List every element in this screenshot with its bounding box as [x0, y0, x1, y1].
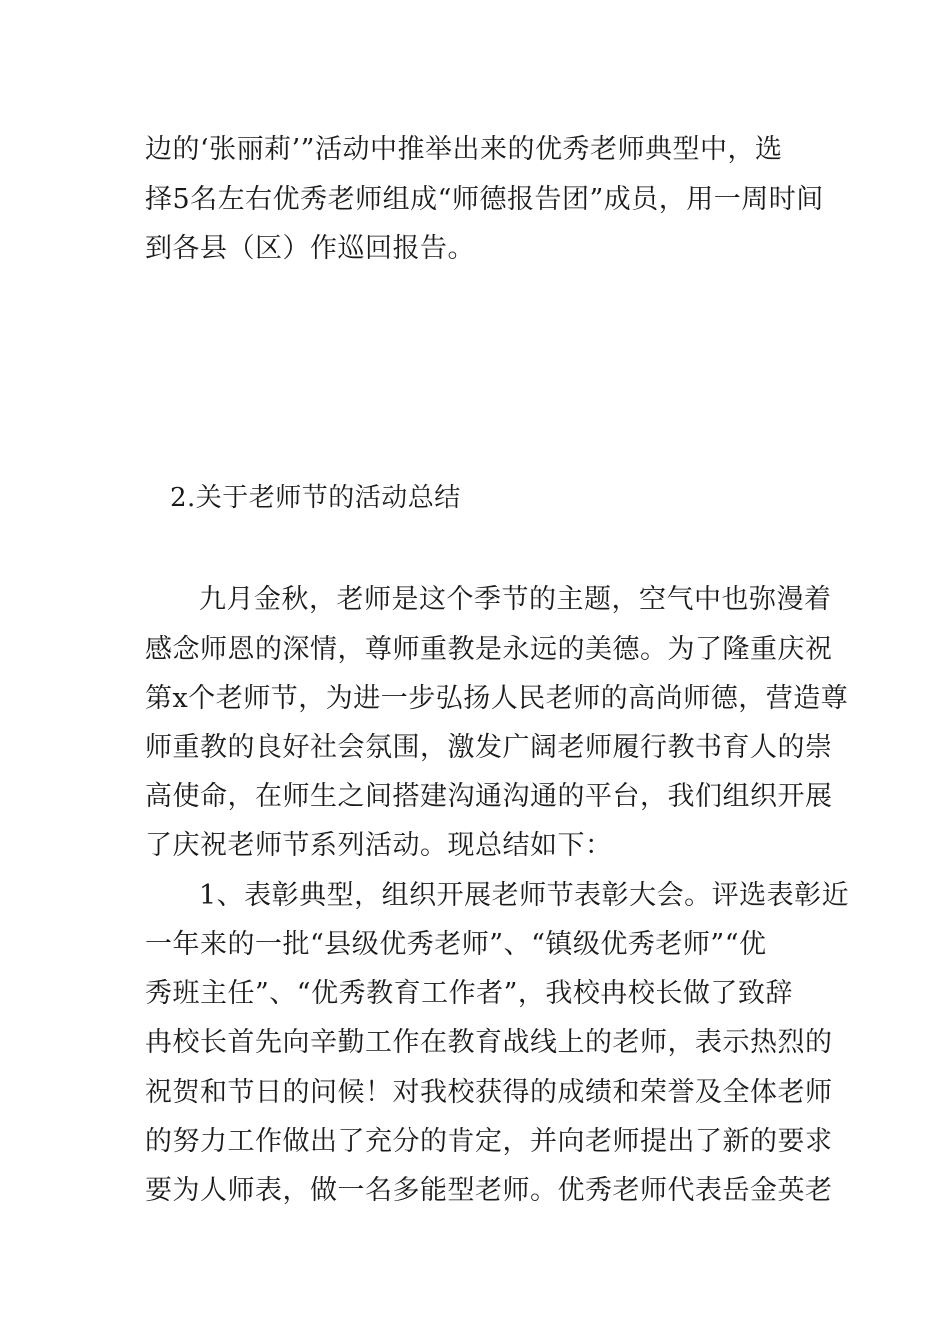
- text-line: 要为人师表，做一名多能型老师。优秀老师代表岳金英老: [145, 1175, 833, 1206]
- section-heading: 2.关于老师节的活动总结: [170, 483, 461, 513]
- text-line: 择5名左右优秀老师组成“师德报告团”成员，用一周时间: [145, 184, 824, 215]
- text-line: 一年来的一批“县级优秀老师”、“镇级优秀老师”“优: [145, 929, 767, 960]
- text-line: 第x个老师节，为进一步弘扬人民老师的高尚师德，营造尊: [145, 683, 849, 714]
- text-line: 的努力工作做出了充分的肯定，并向老师提出了新的要求: [145, 1126, 833, 1157]
- text-line: 感念师恩的深情，尊师重教是永远的美德。为了隆重庆祝: [145, 634, 833, 665]
- text-line: 师重教的良好社会氛围，激发广阔老师履行教书育人的崇: [145, 732, 833, 763]
- text-line: 边的‘张丽莉’”活动中推举出来的优秀老师典型中，选: [145, 134, 783, 165]
- text-line: 秀班主任”、“优秀教育工作者”，我校冉校长做了致辞: [145, 978, 793, 1009]
- text-line: 了庆祝老师节系列活动。现总结如下：: [145, 830, 613, 861]
- text-line: 高使命，在师生之间搭建沟通沟通的平台，我们组织开展: [145, 781, 833, 812]
- text-line: 1、表彰典型，组织开展老师节表彰大会。评选表彰近: [199, 880, 850, 911]
- text-line: 祝贺和节日的问候！对我校获得的成绩和荣誉及全体老师: [145, 1077, 833, 1108]
- text-line: 九月金秋，老师是这个季节的主题，空气中也弥漫着: [199, 584, 832, 615]
- text-line: 冉校长首先向辛勤工作在教育战线上的老师，表示热烈的: [145, 1027, 833, 1058]
- text-line: 到各县（区）作巡回报告。: [145, 233, 475, 264]
